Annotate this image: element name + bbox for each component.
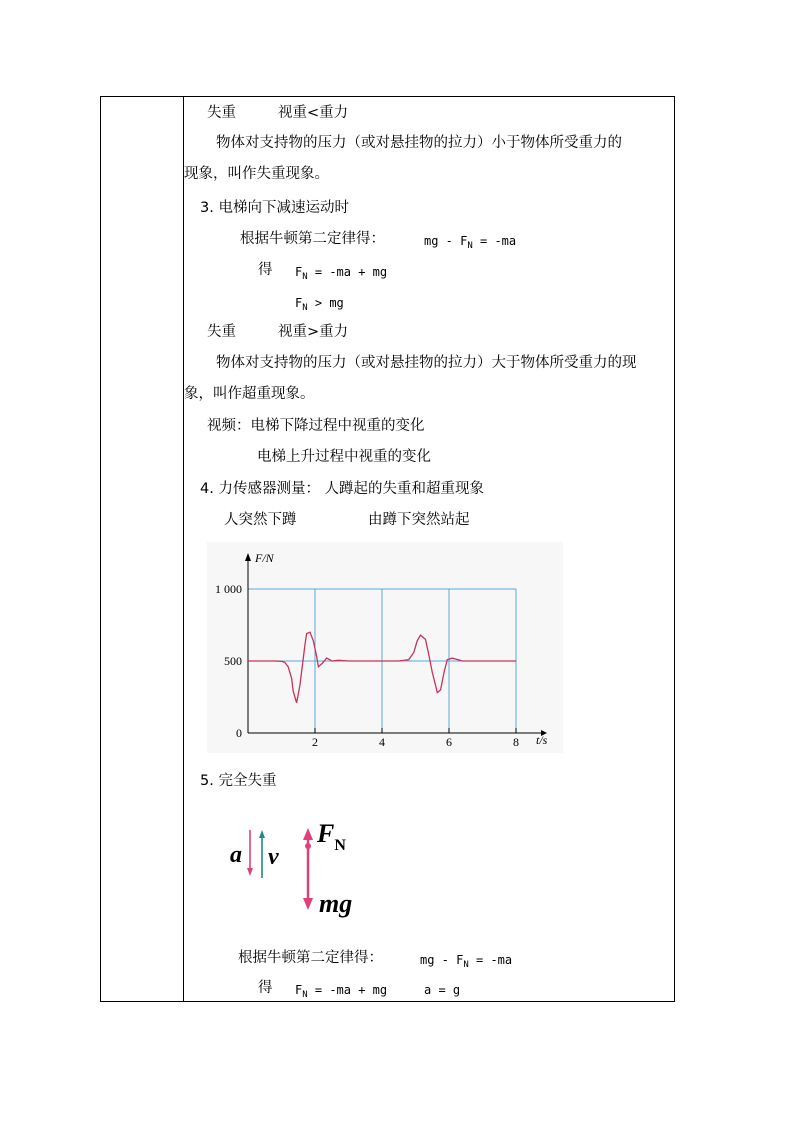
force-sensor-chart [205,540,565,755]
item5-result-formula [295,981,387,1004]
formula-part: F [295,296,303,310]
item3-law-formula [424,232,516,255]
normal-force-subscript: N [334,837,346,854]
formula-part: F [295,983,303,997]
weightless-definition-1: 物体对支持物的压力（或对悬挂物的拉力）小于物体所受重力的 [216,135,622,151]
overweight-definition-2: 象，叫作超重现象。 [184,386,315,402]
overweight-definition-1: 物体对支持物的压力（或对悬挂物的拉力）大于物体所受重力的现 [216,355,637,371]
force-diagram [220,812,370,922]
overweight-line [207,323,348,341]
item4-title: 4. 力传感器测量： 人蹲起的失重和超重现象 [200,481,485,497]
table-column-divider [183,96,184,1002]
overweight-relation: 视重>重力 [278,324,349,340]
gravity-label: mg [319,889,353,918]
video-line-2: 电梯上升过程中视重的变化 [257,449,431,465]
item3-compare [295,294,344,317]
velocity-label: v [268,844,279,870]
velocity-arrowhead [259,830,265,838]
item5-law-formula [420,951,512,974]
formula-subscript: N [467,241,473,251]
y-tick-label: 0 [236,726,242,740]
force-point [305,843,311,849]
overweight-term: 失重 [207,324,236,340]
formula-part: F [295,265,303,279]
x-tick-label: 4 [379,735,385,749]
item4-right-caption: 由蹲下突然站起 [368,512,470,528]
formula-part: = -ma + mg [307,983,388,997]
video-line-1: 视频：电梯下降过程中视重的变化 [207,418,425,434]
normal-force-symbol: F [317,819,335,848]
x-axis-label: t/s [536,733,548,747]
formula-subscript: N [302,272,308,282]
weightless-term: 失重 [207,105,236,121]
item5-result-label: 得 [258,980,273,996]
formula-part: = -ma + mg [307,265,388,279]
y-axis-label: F/N [255,551,274,565]
x-tick-label: 2 [312,735,318,749]
chart-background [207,542,563,753]
formula-part: mg - F [420,953,464,967]
item5-result-extra: a = g [424,983,461,997]
formula-subscript: N [302,990,308,1000]
y-tick-label: 1 000 [215,582,242,596]
formula-part: = -ma [472,234,517,248]
weightless-relation: 视重<重力 [278,105,349,121]
gravity-arrowhead [303,898,313,910]
acceleration-arrowhead [247,868,253,876]
item5-title: 5. 完全失重 [200,773,277,789]
normal-force-label [316,819,346,854]
item3-title: 3. 电梯向下减速运动时 [200,200,349,216]
formula-subscript: N [463,960,469,970]
x-tick-label: 8 [513,735,519,749]
formula-part: > mg [307,296,344,310]
formula-part: = -ma [468,953,513,967]
item3-result-formula [295,263,387,286]
formula-part: mg - F [424,234,468,248]
y-tick-label: 500 [224,654,242,668]
weightless-line [207,104,348,122]
weightless-definition-2: 现象，叫作失重现象。 [184,166,329,182]
item3-result-label: 得 [258,262,273,278]
acceleration-label: a [230,842,242,868]
formula-subscript: N [302,303,308,313]
item3-law-label: 根据牛顿第二定律得： [240,231,385,247]
item5-law-label: 根据牛顿第二定律得： [238,950,383,966]
x-tick-label: 6 [446,735,452,749]
normal-force-arrowhead [303,828,313,840]
item4-left-caption: 人突然下蹲 [224,512,297,528]
